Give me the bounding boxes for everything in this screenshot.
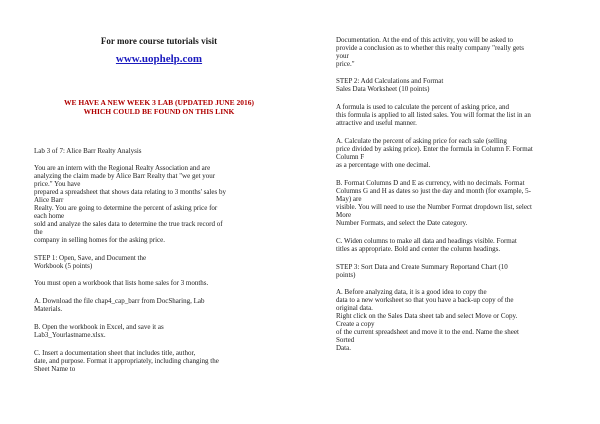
- body-line: price." You have: [34, 180, 81, 188]
- step-heading: STEP 1: Open, Save, and Document the: [34, 254, 147, 262]
- body-line: Materials.: [34, 305, 63, 313]
- body-line: May) are: [336, 195, 362, 203]
- body-line: of the current spreadsheet and move it to the end. Name the sheet: [336, 328, 519, 336]
- step-heading: STEP 3: Sort Data and Create Summary Reportand Chart (10: [336, 263, 508, 271]
- body-line: A. Before analyzing data, it is a good idea to copy the: [336, 288, 487, 296]
- body-line: Right click on the Sales Data sheet tab and select Move or Copy.: [336, 312, 518, 320]
- body-line: More: [336, 211, 352, 219]
- body-line: as a percentage with one decimal.: [336, 161, 431, 169]
- body-line: Lab3_Yourlastname.xlsx.: [34, 331, 106, 339]
- body-line: Realty. You are going to determine the percent of asking price for: [34, 204, 218, 212]
- body-line: data to a new worksheet so that you have a back-up copy of the: [336, 296, 514, 304]
- step-heading: STEP 2: Add Calculations and Format: [336, 77, 444, 85]
- body-line: date, and purpose. Format it appropriately, including changing the: [34, 357, 219, 365]
- body-line: provide a conclusion as to whether this realty company "really gets: [336, 44, 524, 52]
- announcement-line-2: WHICH COULD BE FOUND ON THIS LINK: [83, 107, 235, 116]
- body-line: visible. You will need to use the Number Format dropdown list, select: [336, 203, 532, 211]
- body-line: analyzing the claim made by Alice Barr Realty that "we get your: [34, 172, 216, 180]
- announcement-line-1: WE HAVE A NEW WEEK 3 LAB (UPDATED JUNE 2016): [63, 98, 255, 107]
- body-line: Column F: [336, 153, 365, 161]
- step-heading: Workbook (5 points): [34, 262, 93, 270]
- body-line: prepared a spreadsheet that shows data relating to 3 months' sales by: [34, 188, 226, 196]
- body-line: Columns G and H as dates so just the day and month (for example, 5-: [336, 187, 531, 195]
- body-line: original data.: [336, 304, 373, 312]
- body-line: B. Format Columns D and E as currency, with no decimals. Format: [336, 179, 525, 187]
- body-line: each home: [34, 212, 65, 220]
- uophelp-link[interactable]: www.uophelp.com: [115, 53, 203, 65]
- body-line: You are an intern with the Regional Realty Association and are: [34, 164, 211, 172]
- body-line: Sheet Name to: [34, 365, 76, 373]
- body-line: C. Insert a documentation sheet that includes title, author,: [34, 349, 196, 357]
- step-heading: points): [336, 271, 356, 279]
- body-line: sold and analyze the sales data to determine the true track record of: [34, 220, 223, 228]
- body-line: attractive and useful manner.: [336, 119, 417, 127]
- body-line: A formula is used to calculate the percent of asking price, and: [336, 103, 509, 111]
- body-line: titles as appropriate. Bold and center the column headings.: [336, 245, 501, 253]
- body-line: price.": [336, 60, 355, 68]
- body-line: Data.: [336, 344, 351, 352]
- body-line: this formula is applied to all listed sales. You will format the list in an: [336, 111, 531, 119]
- body-line: Create a copy: [336, 320, 375, 328]
- body-line: Number Formats, and select the Date category.: [336, 219, 468, 227]
- body-line: Alice Barr: [34, 196, 64, 204]
- body-line: A. Calculate the percent of asking price for each sale (selling: [336, 137, 507, 145]
- body-line: B. Open the workbook in Excel, and save it as: [34, 323, 164, 331]
- body-line: price divided by asking price). Enter the formula in Column F. Format: [336, 145, 533, 153]
- lab-title: Lab 3 of 7: Alice Barr Realty Analysis: [34, 147, 142, 155]
- body-line: A. Download the file chap4_cap_barr from DocSharing, Lab: [34, 297, 205, 305]
- body-line: Sorted: [336, 336, 355, 344]
- body-line: You must open a workbook that lists home sales for 3 months.: [34, 279, 209, 287]
- body-line: the: [34, 228, 43, 236]
- body-line: your: [336, 52, 349, 60]
- body-line: C. Widen columns to make all data and headings visible. Format: [336, 237, 517, 245]
- step-heading: Sales Data Worksheet (10 points): [336, 85, 430, 93]
- body-line: company in selling homes for the asking price.: [34, 236, 166, 244]
- body-line: Documentation. At the end of this activity, you will be asked to: [336, 36, 514, 44]
- tutorials-header: For more course tutorials visit: [100, 36, 218, 46]
